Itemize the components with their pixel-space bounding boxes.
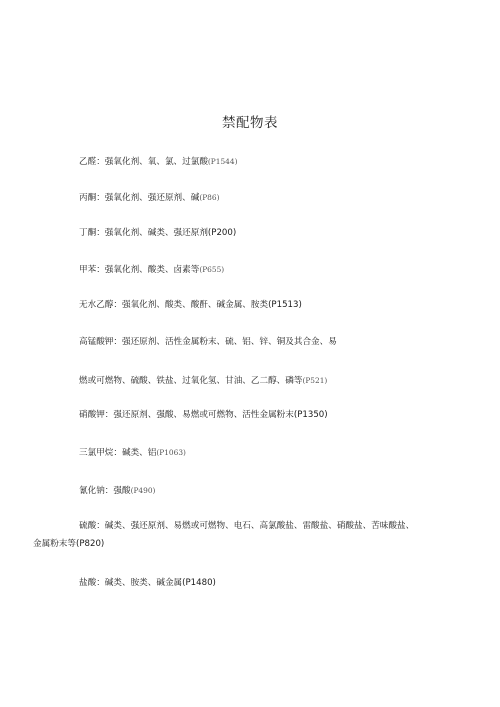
entry-reference: (P490): [130, 486, 156, 495]
entry-text: 丙酮：强氧化剂、强还原剂、碱: [79, 193, 200, 203]
entry-sodium-cyanide: [79, 485, 155, 497]
entry-potassium-nitrate: [79, 410, 328, 421]
entry-text: 燃或可燃物、硫酸、铁盐、过氧化氢、甘油、乙二醇、磷等: [79, 376, 303, 386]
entry-acetaldehyde: [79, 156, 237, 168]
entry-text: 甲苯：强氧化剂、酸类、卤素等: [79, 265, 200, 275]
entry-toluene: [79, 264, 224, 276]
entry-reference: (P1350): [293, 410, 328, 420]
entry-text: 无水乙醇：强氧化剂、酸类、酸酐、碱金属、胺类: [79, 300, 269, 310]
entry-text: 乙醛：强氧化剂、氧、氯、过氯酸: [79, 157, 208, 167]
entry-potassium-permanganate-continued: [79, 375, 327, 387]
entry-potassium-permanganate: [79, 337, 337, 348]
entry-text: 高锰酸钾：强还原剂、活性金属粉末、硫、铝、锌、铜及其合金、易: [79, 337, 337, 347]
entry-reference: (P655): [199, 265, 225, 274]
entry-sulfuric-acid: [79, 521, 414, 532]
entry-reference: (P1063): [156, 448, 186, 457]
entry-reference: (P521): [302, 376, 328, 385]
entry-reference: (P820): [75, 539, 105, 549]
entry-chloroform: [79, 447, 186, 459]
entry-text: 丁酮：强氧化剂、碱类、强还原剂: [79, 228, 208, 238]
page-title: 禁配物表: [222, 115, 278, 131]
entry-text: 金属粉末等: [33, 539, 76, 549]
entry-reference: (P1544): [207, 157, 238, 166]
entry-reference: (P1513): [268, 300, 302, 310]
entry-butanone: [79, 228, 236, 239]
entry-text: 盐酸：碱类、胺类、碱金属: [79, 578, 183, 588]
entry-text: 硫酸：碱类、强还原剂、易燃或可燃物、电石、高氯酸盐、雷酸盐、硝酸盐、苦味酸盐、: [79, 521, 415, 531]
entry-text: 三氯甲烷：碱类、铝: [79, 448, 157, 458]
entry-acetone: [79, 192, 219, 204]
entry-hydrochloric-acid: [79, 578, 216, 589]
entry-text: 硝酸钾：强还原剂、强酸、易燃或可燃物、活性金属粉末: [79, 410, 294, 420]
entry-reference: (P1480): [182, 578, 216, 588]
entry-anhydrous-ethanol: [79, 300, 302, 311]
entry-reference: (P200): [207, 228, 237, 238]
entry-text: 氰化钠：强酸: [79, 486, 131, 496]
entry-reference: (P86): [199, 193, 220, 202]
entry-sulfuric-acid-continued: [33, 539, 104, 550]
